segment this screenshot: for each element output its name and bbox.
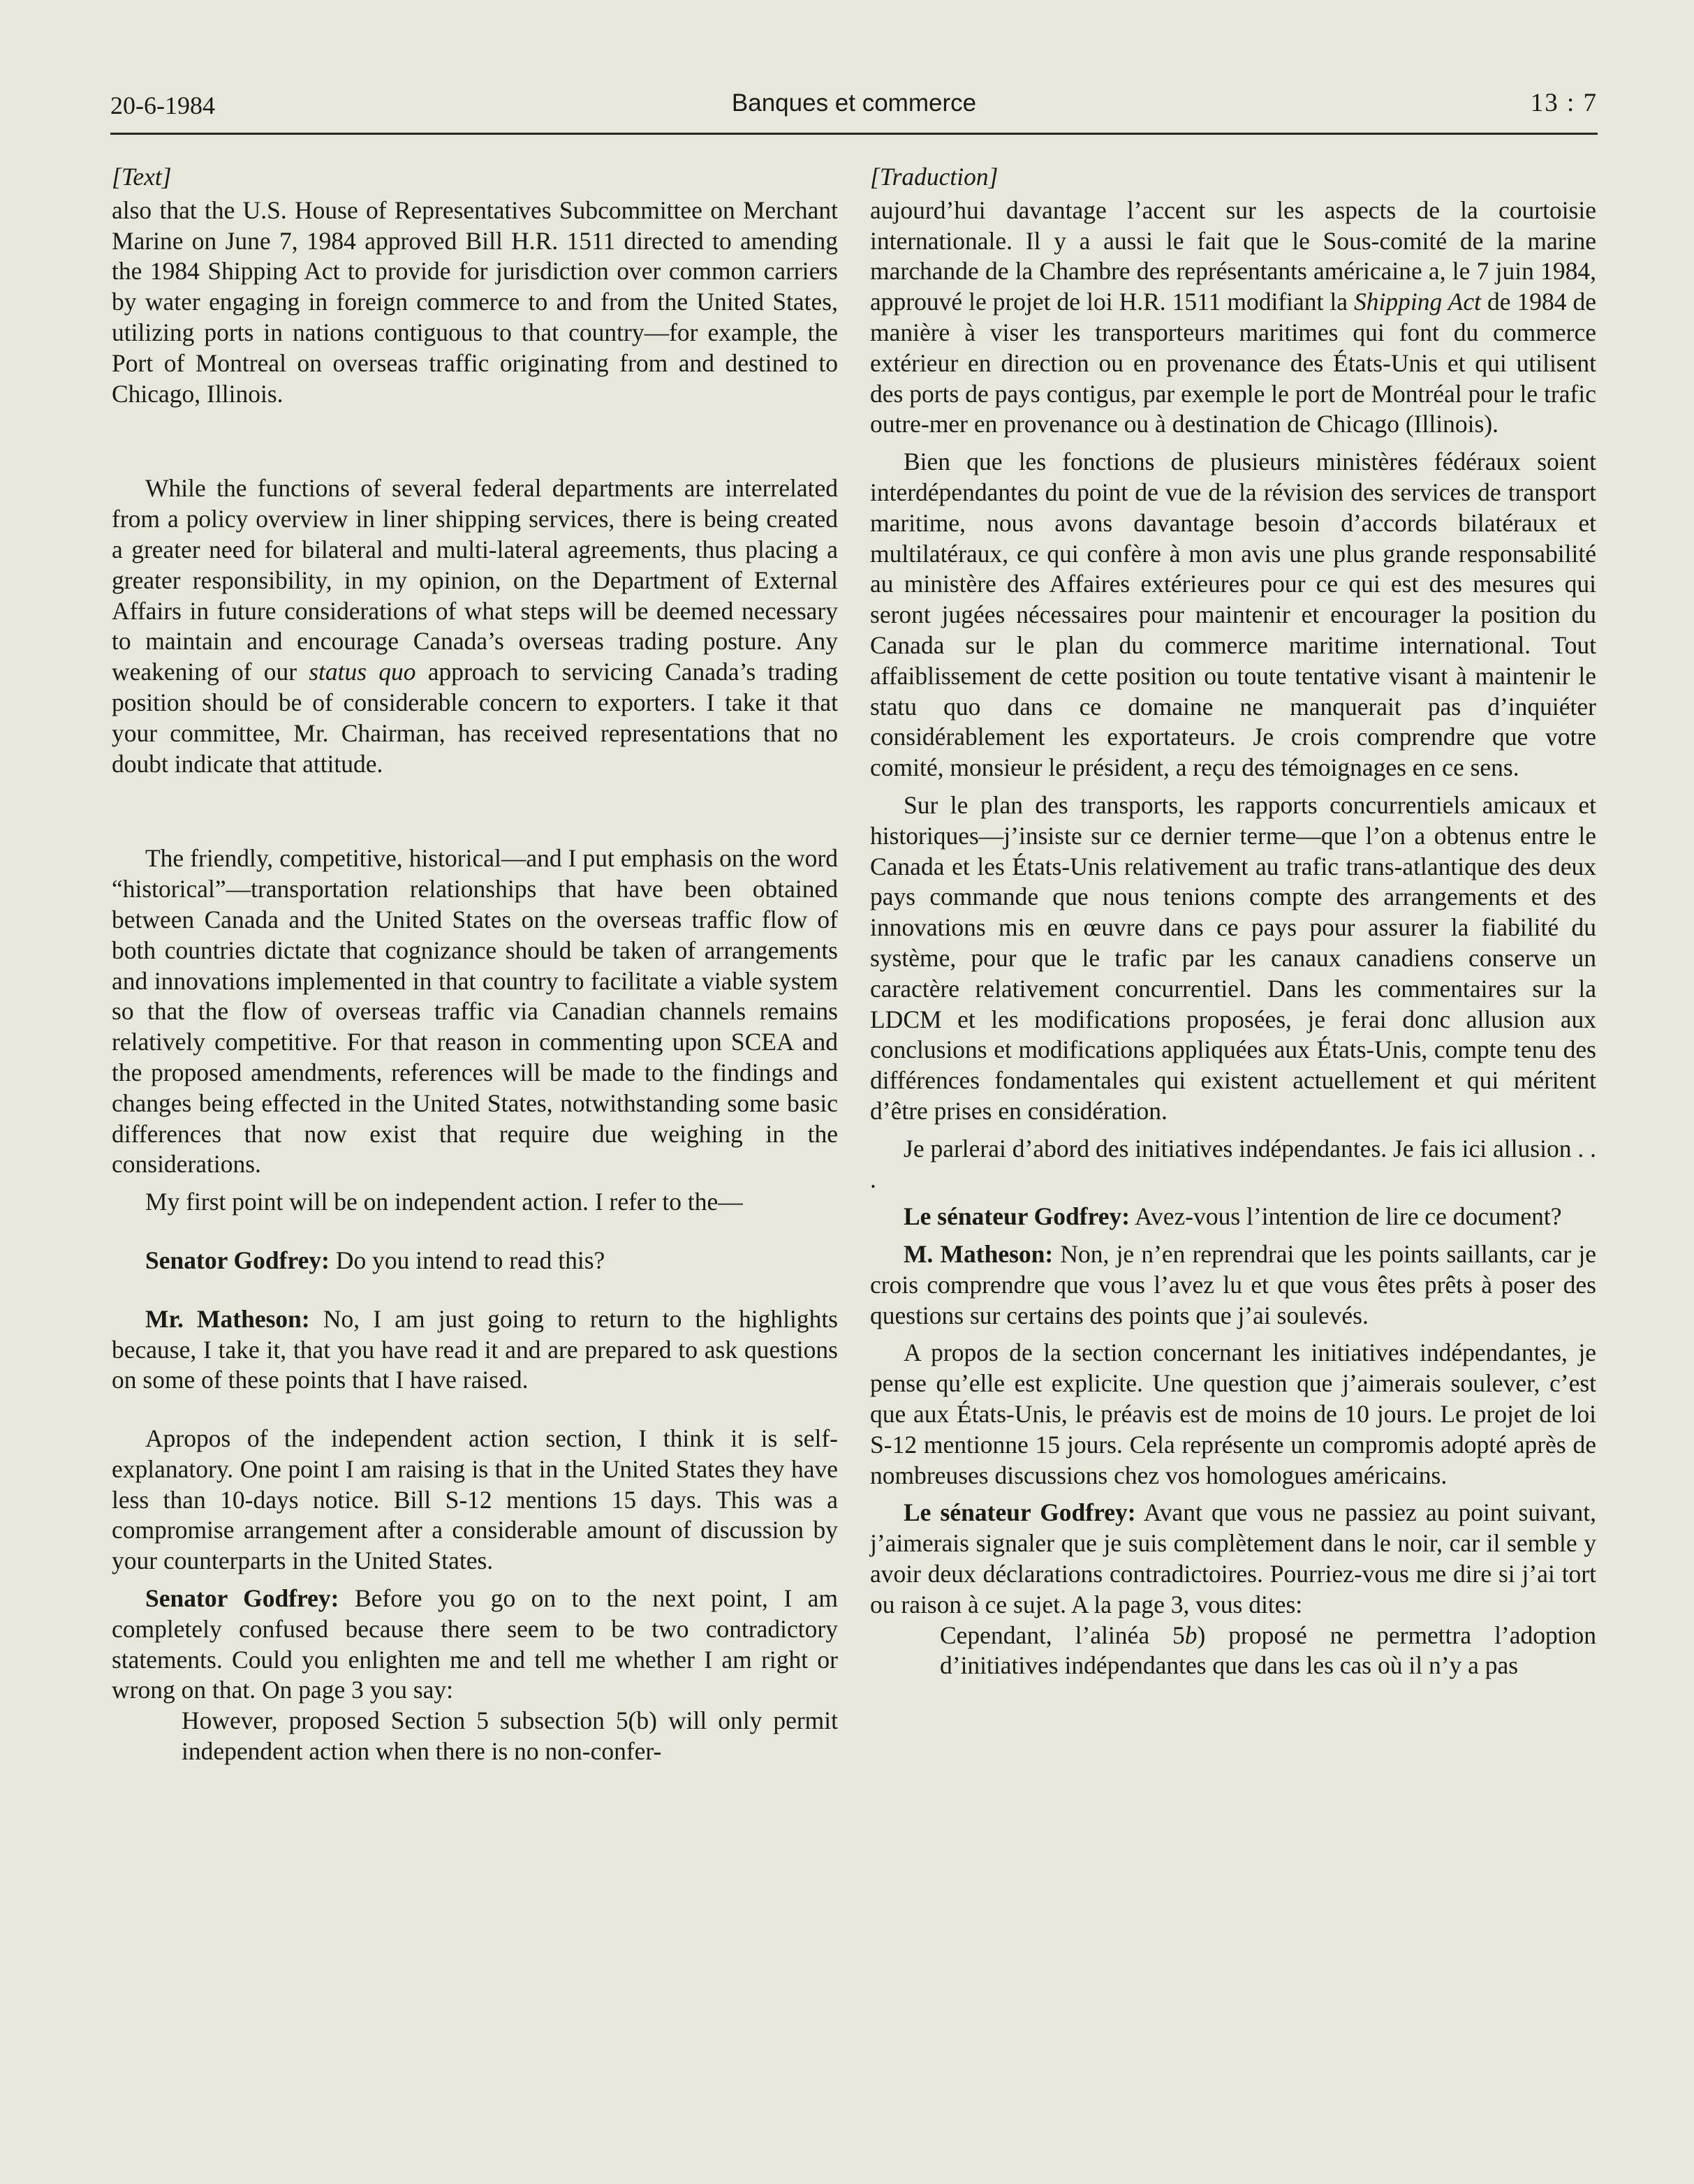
speaker-paragraph: Senator Godfrey: Do you intend to read this? [145, 1246, 605, 1274]
speaker-name: M. Matheson: [904, 1240, 1054, 1269]
speaker-name: Senator Godfrey: [145, 1246, 330, 1274]
speaker-name: Senator Godfrey: [145, 1584, 339, 1613]
header-title: Banques et commerce [731, 89, 977, 117]
paragraph: also that the U.S. House of Representatives Subcommittee on Merchant Marine on June 7, 1984 approved Bill H.R. 1511 directed to amending the 1984 Shipping Act to provide for jurisdiction over common carriers by water engaging in foreign commerce to and from the United States, utilizing ports in nations contiguous to that country—for example, the Port of Montreal on overseas traffic originating from and destined to Chicago, Illinois. [112, 195, 838, 408]
quoted-text: Cependant, l’alinéa 5b) proposé ne permettra l’adoption d’initiatives indépendantes que dans les cas où il n’y a pas [940, 1621, 1596, 1680]
paragraph: While the functions of several federal departments are interrelated from a policy overview in liner shipping services, there is being created a greater need for bilateral and multi-lateral agreements, thus placing a greater responsibility, in my opinion, on the Department of External Affairs in future considerations of what steps will be deemed necessary to maintain and encourage Canada’s overseas trading posture. Any weakening of our status quo approach to servicing Canada’s trading position should be of considerable concern to exporters. I take it that your committee, Mr. Chairman, has received representations that no doubt indicate that attitude. [112, 474, 838, 778]
speaker-paragraph: Le sénateur Godfrey: Avez-vous l’intention de lire ce document? [904, 1202, 1562, 1231]
header-page-number: 13 : 7 [1530, 89, 1598, 117]
quoted-text: However, proposed Section 5 subsection 5(b) will only permit independent action when there is no non-confer- [182, 1706, 838, 1766]
column-label: [Text] [112, 163, 172, 191]
speaker-name: Le sénateur Godfrey: [904, 1202, 1130, 1231]
speaker-name: Le sénateur Godfrey: [904, 1498, 1136, 1527]
paragraph: The friendly, competitive, historical—and I put emphasis on the word “historical”—transportation relationships that have been obtained between Canada and the United States on the overseas traffic flow of both countries dictate that cognizance should be taken of arrangements and innovations implemented in that country to facilitate a viable system so that the flow of overseas traffic via Canadian channels remains relatively competitive. For that reason in commenting upon SCEA and the proposed amendments, references will be made to the findings and changes being effected in the United States, notwithstanding some basic differences that now exist that require due weighing in the considerations. [112, 844, 838, 1179]
column-label: [Traduction] [870, 163, 999, 191]
speaker-paragraph: Mr. Matheson: No, I am just going to return to the highlights because, I take it, that you have read it and are prepared to ask questions on some of these points that I have raised. [112, 1304, 838, 1394]
english-column [112, 162, 838, 1767]
speaker-paragraph: Le sénateur Godfrey: Avant que vous ne passiez au point suivant, j’aimerais signaler que je suis complètement dans le noir, car il semble y avoir deux déclarations contradictoires. Pourriez-vous me dire si j’ai tort ou raison à ce sujet. A la page 3, vous dites: [870, 1498, 1596, 1618]
speaker-name: Mr. Matheson: [145, 1304, 310, 1333]
speaker-paragraph: M. Matheson: Non, je n’en reprendrai que les points saillants, car je crois comprendre que vous l’avez lu et que vous êtes prêts à poser des questions sur certains des points que j’ai soulevés. [870, 1240, 1597, 1329]
header-date: 20-6-1984 [110, 91, 215, 119]
paragraph: Apropos of the independent action section, I think it is self-explanatory. One point I am raising is that in the United States they have less than 10-days notice. Bill S-12 mentions 15 days. This was a compromise arrangement after a considerable amount of discussion by your counterparts in the United States. [112, 1424, 838, 1575]
paragraph: A propos de la section concernant les initiatives indépendantes, je pense qu’elle est explicite. Une question que j’aimerais soulever, c’est que aux États-Unis, le préavis est de moins de 10 jours. Le projet de loi S-12 mentionne 15 jours. Cela représente un compromis adopté après de nombreuses discussions chez vos homologues américains. [870, 1338, 1596, 1489]
paragraph: aujourd’hui davantage l’accent sur les aspects de la courtoisie internationale. Il y a aussi le fait que le Sous-comité de la marine marchande de la Chambre des représentants américaine a, le 7 juin 1984, approuvé le projet de loi H.R. 1511 modifiant la Shipping Act de 1984 de manière à viser les transporteurs maritimes qui font du commerce extérieur en direction ou en provenance des États-Unis et qui utilisent des ports de pays contigus, par exemple le port de Montréal pour le trafic outre-mer en provenance ou à destination de Chicago (Illinois). [870, 195, 1596, 438]
paragraph: Sur le plan des transports, les rapports concurrentiels amicaux et historiques—j’insiste sur ce dernier terme—que l’on a obtenus entre le Canada et les États-Unis relativement au trafic trans-atlantique des deux pays commande que nous tenions compte des arrangements et des innovations mis en œuvre dans ce pays pour assurer la fiabilité du système, pour que le trafic par les canaux canadiens conserve un caractère relativement concurrentiel. Dans les commentaires sur la LDCM et les modifications proposées, je ferai donc allusion aux conclusions et modifications appliquées aux États-Unis, compte tenu des différences fondamentales qui existent actuellement et qui méritent d’être prises en considération. [870, 790, 1596, 1125]
paragraph: My first point will be on independent action. I refer to the— [145, 1188, 743, 1216]
speaker-paragraph: Senator Godfrey: Before you go on to the next point, I am completely confused because there seem to be two contradictory statements. Could you enlighten me and tell me whether I am right or wrong on that. On page 3 you say: [112, 1584, 838, 1704]
page-header [110, 82, 1598, 135]
paragraph: Bien que les fonctions de plusieurs ministères fédéraux soient interdépendantes du point de vue de la révision des services de transport maritime, nous avons davantage besoin d’accords bilatéraux et multilatéraux, ce qui confère à mon avis une plus grande responsabilité au ministère des Affaires extérieures pour ce qui est des mesures qui seront jugées nécessaires pour maintenir et encourager la position du Canada sur le plan du commerce maritime international. Tout affaiblissement de cette position ou toute tentative visant à maintenir le statu quo dans ce domaine ne manquerait pas d’inquiéter considérablement les exportateurs. Je crois comprendre que votre comité, monsieur le président, a reçu des témoignages en ce sens. [870, 448, 1596, 782]
french-column [870, 162, 1596, 1681]
paragraph: Je parlerai d’abord des initiatives indépendantes. Je fais ici allusion . . . [870, 1134, 1596, 1193]
